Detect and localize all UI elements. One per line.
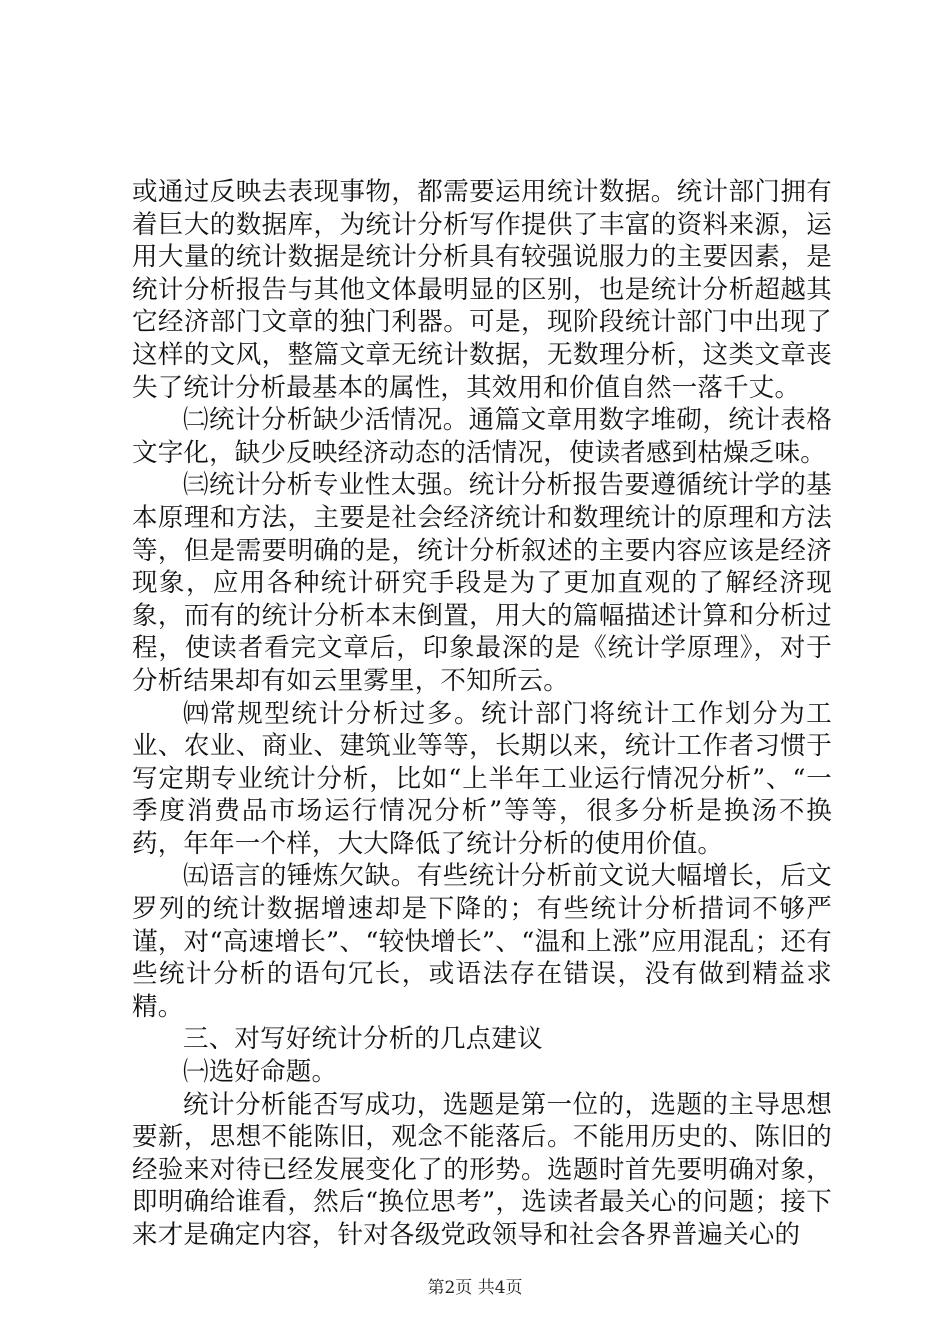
subsection-heading: ㈠选好命题。 <box>183 1057 338 1088</box>
paragraph-body: 统计分析能否写成功，选题是第一位的，选题的主导思想要新，思想不能陈旧，观念不能落后。不能用历史的、陈旧的经验来对待已经发展变化了的形势。选题时首先要明确对象，即明确给谁看，然后“换位思考”，选读者最关心的问题；接下来才是确定内容，针对各级党政领导和社会各界普遍关心的 <box>132 1089 832 1250</box>
paragraph-continuation: 或通过反映去表现事物，都需要运用统计数据。统计部门拥有着巨大的数据库，为统计分析写作提供了丰富的资料来源，运用大量的统计数据是统计分析具有较强说服力的主要因素，是统计分析报告与其他文体最明显的区别，也是统计分析超越其它经济部门文章的独门利器。可是，现阶段统计部门中出现了这样的文风，整篇文章无统计数据，无数理分析，这类文章丧失了统计分析最基本的属性，其效用和价值自然一落千丈。 <box>132 177 832 403</box>
page-number-footer: 第2页 共4页 <box>427 1278 523 1298</box>
paragraph-item-3: ㈢统计分析专业性太强。统计分析报告要遵循统计学的基本原理和方法，主要是社会经济统计和数理统计的原理和方法等，但是需要明确的是，统计分析叙述的主要内容应该是经济现象，应用各种统计研究手段是为了更加直观的了解经济现象，而有的统计分析本末倒置，用大的篇幅描述计算和分析过程，使读者看完文章后，印象最深的是《统计学原理》，对于分析结果却有如云里雾里，不知所云。 <box>132 470 832 696</box>
document-body <box>132 176 832 1252</box>
paragraph-item-5: ㈤语言的锤炼欠缺。有些统计分析前文说大幅增长，后文罗列的统计数据增速却是下降的；有些统计分析措词不够严谨，对“高速增长”、“较快增长”、“温和上涨”应用混乱；还有些统计分析的语句冗长，或语法存在错误，没有做到精益求精。 <box>132 861 832 1022</box>
section-heading: 三、对写好统计分析的几点建议 <box>183 1024 543 1055</box>
paragraph-item-4: ㈣常规型统计分析过多。统计部门将统计工作划分为工业、农业、商业、建筑业等等，长期以来，统计工作者习惯于写定期专业统计分析，比如“上半年工业运行情况分析”、“一季度消费品市场运行情况分析”等等，很多分析是换汤不换药，年年一个样，大大降低了统计分析的使用价值。 <box>132 698 832 859</box>
paragraph-item-2: ㈡统计分析缺少活情况。通篇文章用数字堆砌，统计表格文字化，缺少反映经济动态的活情况，使读者感到枯燥乏味。 <box>132 405 832 468</box>
